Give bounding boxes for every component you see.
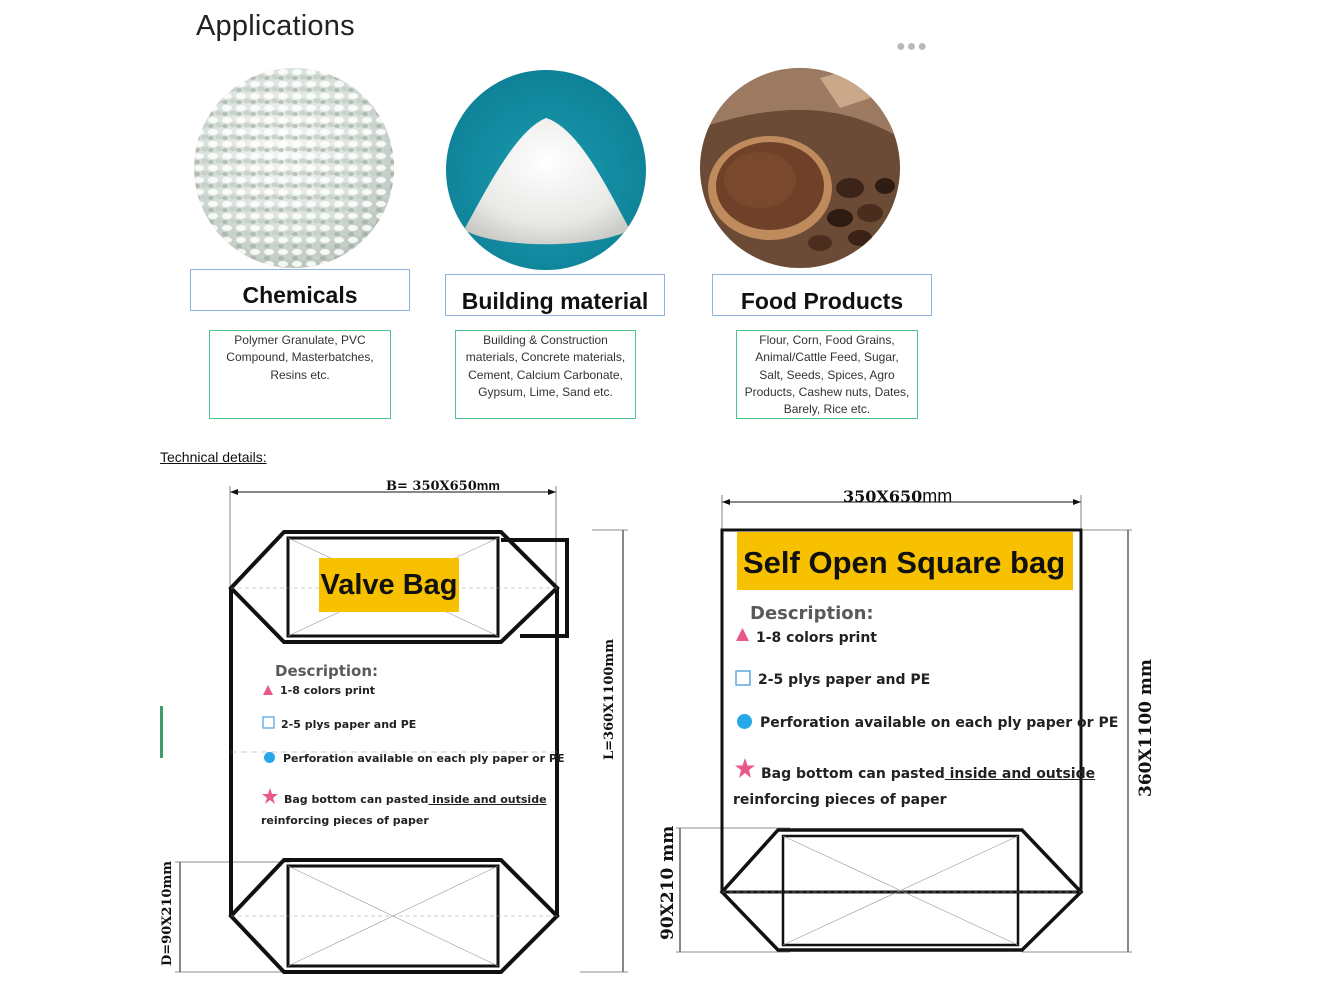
star-icon bbox=[262, 788, 278, 809]
valve-item-plys: 2-5 plys paper and PE bbox=[281, 718, 417, 731]
description-line: Products, Cashew nuts, Dates, bbox=[744, 384, 910, 399]
category-title-food: Food Products bbox=[712, 274, 932, 316]
category-title-chemicals: Chemicals bbox=[190, 269, 410, 311]
description-line: Flour, Corn, Food Grains, bbox=[759, 333, 895, 347]
description-line: Polymer Granulate, PVC bbox=[234, 333, 366, 347]
circle-icon bbox=[736, 713, 753, 735]
sos-width-value: 350X650 bbox=[843, 487, 923, 506]
sos-length-dimension: 360X1100 mm bbox=[1136, 659, 1156, 797]
valve-item-perforation: Perforation available on each ply paper or PE bbox=[283, 752, 565, 765]
valve-description-title: Description: bbox=[275, 662, 379, 680]
circle-icon bbox=[263, 751, 276, 769]
description-line: Building & Construction bbox=[483, 333, 608, 347]
description-line: Cement, Calcium Carbonate, bbox=[468, 367, 623, 382]
square-icon bbox=[735, 670, 751, 691]
valve-width-unit: mm bbox=[476, 478, 500, 493]
sos-paste-prefix: Bag bottom can pasted bbox=[761, 766, 945, 782]
sos-description-title: Description: bbox=[750, 603, 874, 624]
valve-width-value: B= 350X650 bbox=[386, 479, 477, 494]
sos-width-dimension bbox=[843, 486, 952, 507]
description-line: materials, Concrete materials, bbox=[465, 350, 626, 365]
valve-bottom-dimension: D=90X210mm bbox=[160, 861, 175, 966]
valve-item-colors: 1-8 colors print bbox=[280, 684, 376, 697]
sos-item-paste-suffix: reinforcing pieces of paper bbox=[733, 792, 947, 808]
sos-item-plys: 2-5 plys paper and PE bbox=[758, 672, 931, 688]
description-line: Barely, Rice etc. bbox=[783, 402, 871, 417]
description-line: Animal/Cattle Feed, Sugar, bbox=[755, 350, 899, 365]
triangle-icon bbox=[735, 627, 750, 647]
valve-item-paste bbox=[284, 793, 547, 806]
category-title-building: Building material bbox=[445, 274, 665, 316]
description-line: Resins etc. bbox=[270, 367, 330, 382]
valve-item-paste-suffix: reinforcing pieces of paper bbox=[261, 814, 429, 827]
sos-bag-label: Self Open Square bag bbox=[737, 532, 1073, 590]
sos-bottom-dimension: 90X210 mm bbox=[658, 825, 678, 940]
star-icon bbox=[735, 758, 755, 783]
description-line: Gypsum, Lime, Sand etc. bbox=[478, 384, 613, 399]
sos-item-colors: 1-8 colors print bbox=[756, 630, 877, 646]
description-line: Compound, Masterbatches, bbox=[226, 350, 374, 365]
page-title: Applications bbox=[196, 10, 355, 42]
valve-length-dimension: L=360X1100mm bbox=[602, 639, 617, 760]
valve-width-dimension bbox=[386, 478, 500, 494]
sos-width-unit: mm bbox=[922, 486, 953, 506]
sos-item-perforation: Perforation available on each ply paper or PE bbox=[760, 715, 1119, 731]
sos-item-paste bbox=[761, 766, 1095, 782]
more-dots-icon[interactable]: ●●● bbox=[896, 38, 928, 55]
description-line: Salt, Seeds, Spices, Agro bbox=[759, 367, 895, 382]
valve-paste-underlined: inside and outside bbox=[428, 793, 547, 806]
technical-details-heading: Technical details: bbox=[160, 449, 267, 465]
square-icon bbox=[262, 716, 275, 734]
valve-paste-prefix: Bag bottom can pasted bbox=[284, 793, 429, 806]
triangle-icon bbox=[262, 683, 274, 701]
valve-bag-label: Valve Bag bbox=[319, 558, 459, 612]
sos-paste-underlined: inside and outside bbox=[944, 766, 1096, 782]
